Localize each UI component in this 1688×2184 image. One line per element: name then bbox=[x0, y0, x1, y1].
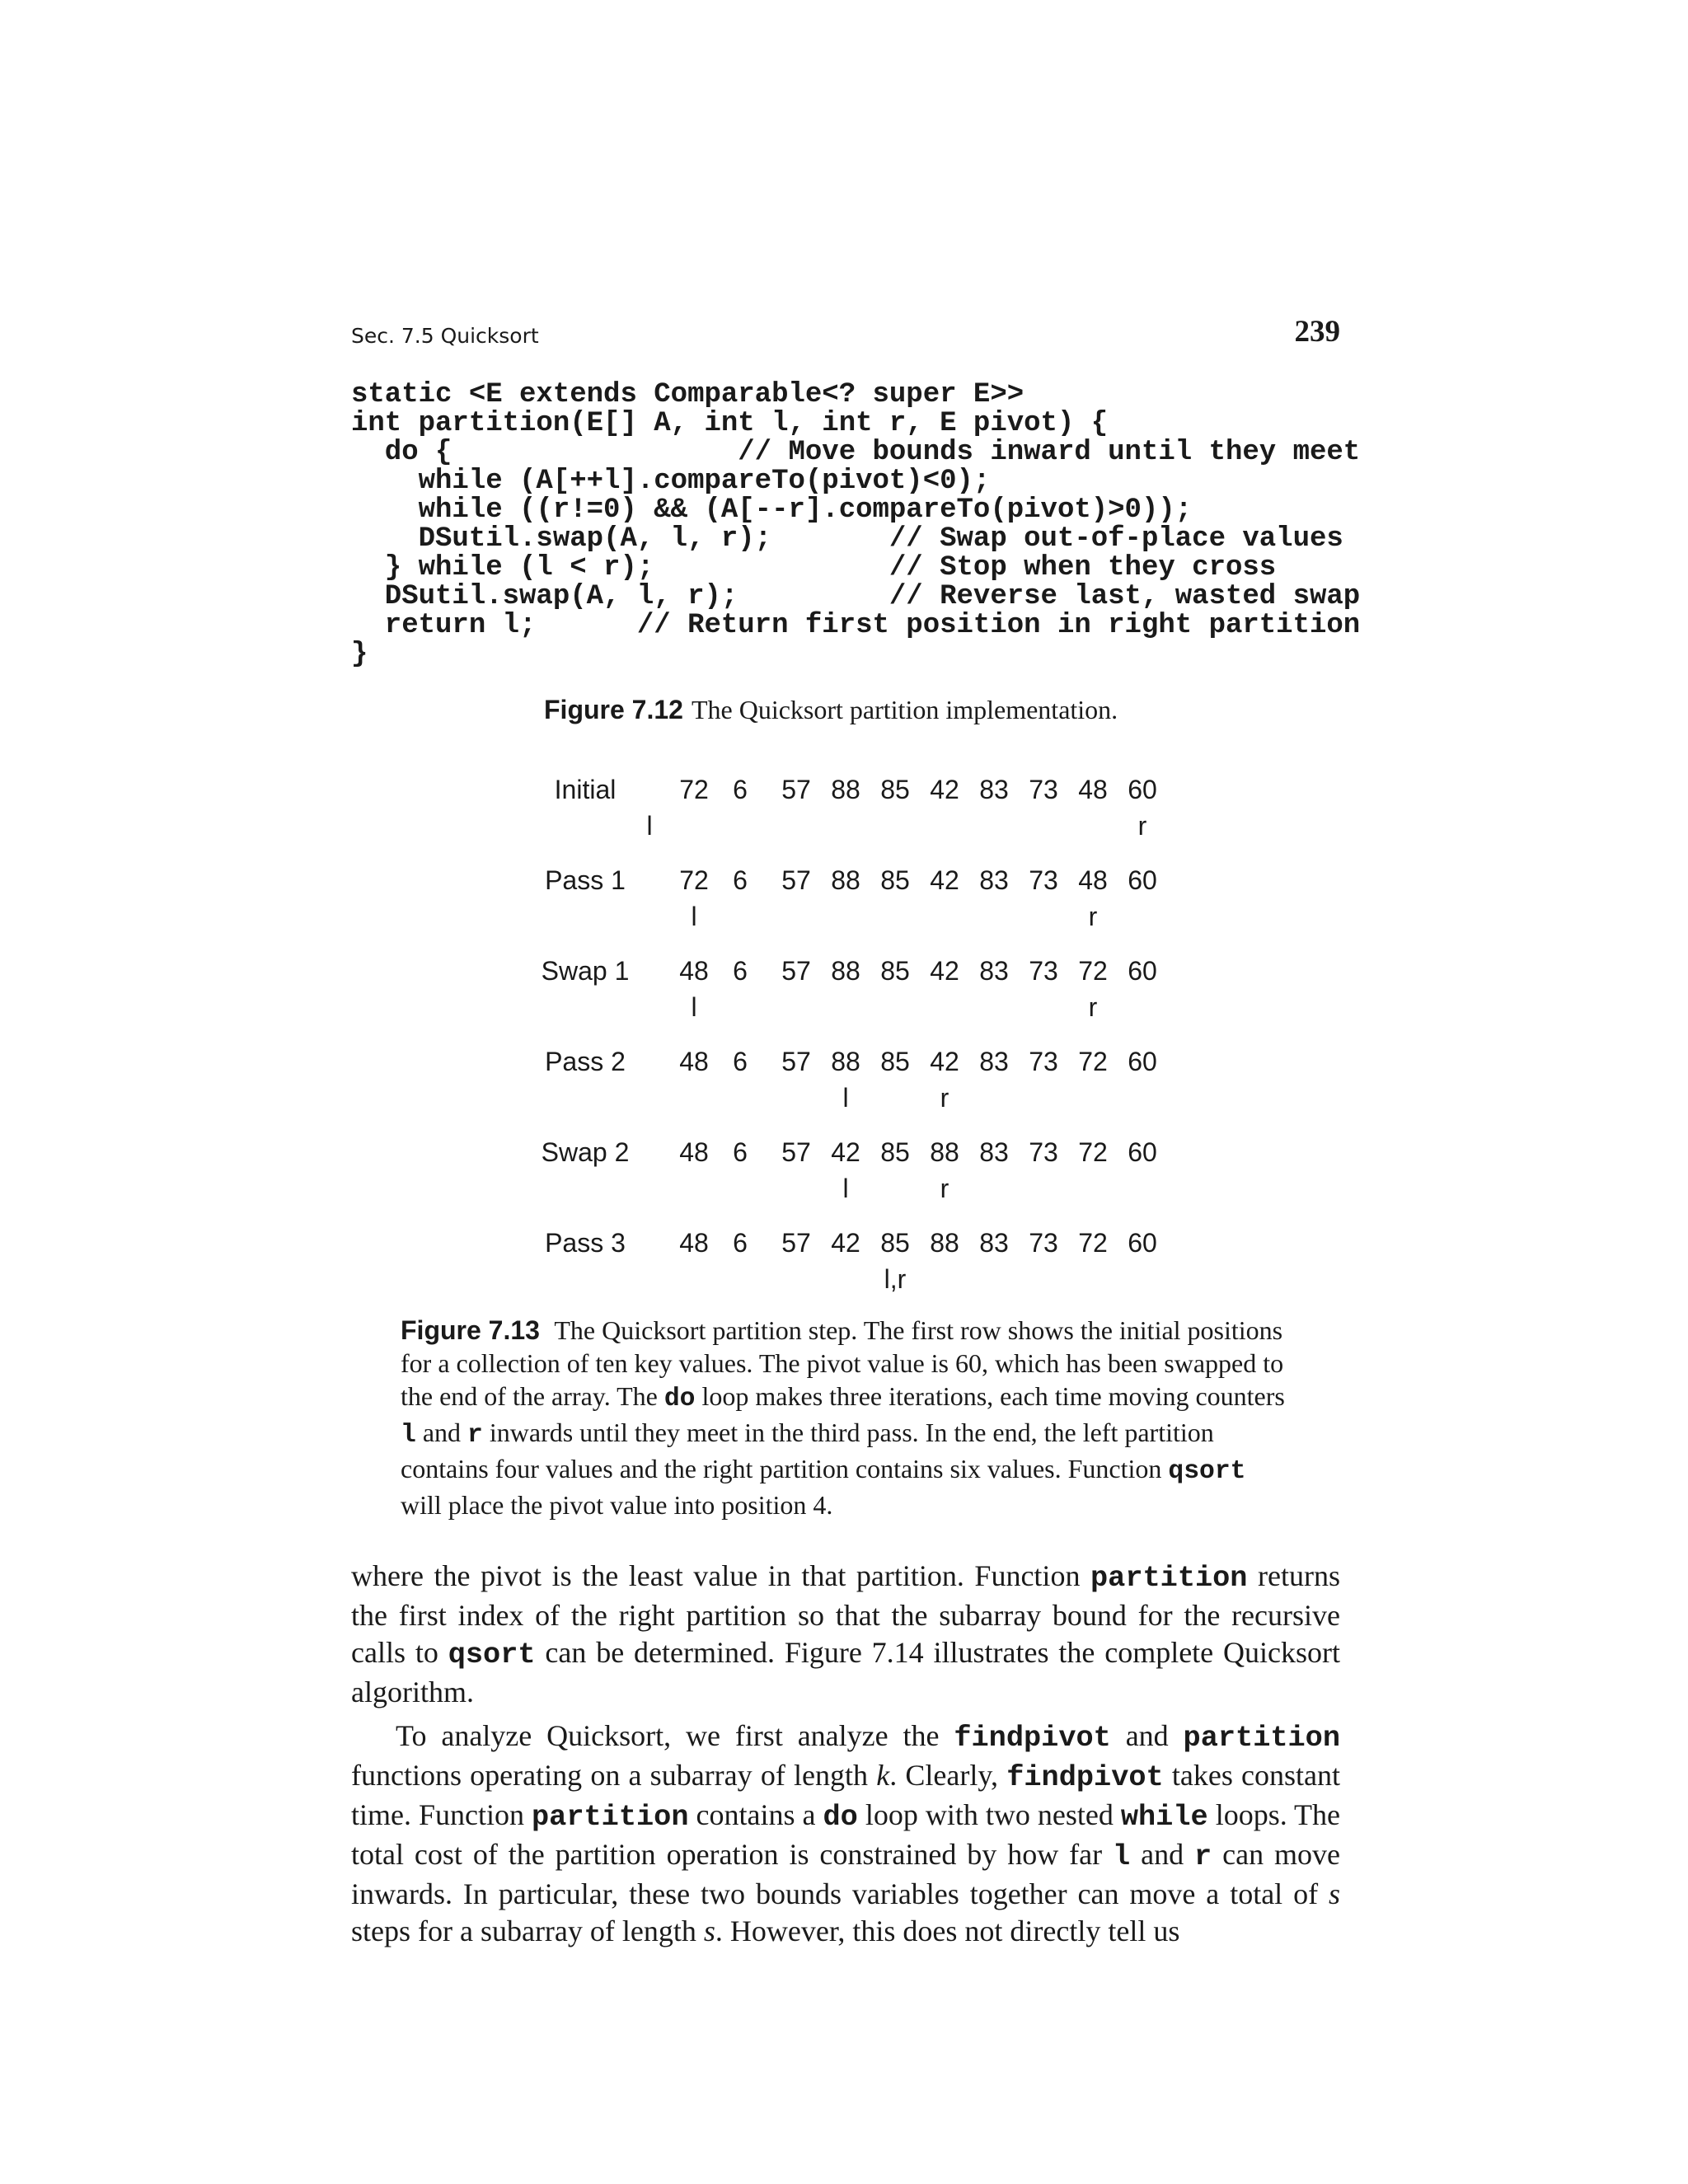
caption-text: inwards until they meet in the third pass. In the end, the left partition contains four values and the right partition contains six values. Function bbox=[401, 1418, 1214, 1483]
text: . However, this does not directly tell us bbox=[715, 1915, 1180, 1947]
code-keyword: l bbox=[1113, 1840, 1131, 1873]
left-bound-marker: l bbox=[842, 1174, 849, 1203]
caption-text: The Quicksort partition implementation. bbox=[691, 695, 1118, 724]
array-value: 85 bbox=[880, 1137, 910, 1167]
text: takes constant time. Function bbox=[351, 1759, 1341, 1831]
code-line: } while (l < r); // Stop when they cross bbox=[351, 552, 1277, 583]
array-value: 6 bbox=[733, 956, 748, 986]
array-value: 6 bbox=[733, 775, 748, 804]
text: functions operating on a subarray of length bbox=[351, 1759, 868, 1792]
array-value: 88 bbox=[831, 775, 860, 804]
array-value: 83 bbox=[979, 865, 1009, 895]
array-value: 57 bbox=[781, 1137, 811, 1167]
array-value: 60 bbox=[1128, 1228, 1157, 1258]
array-value: 88 bbox=[930, 1137, 959, 1167]
array-value: 85 bbox=[880, 1047, 910, 1076]
array-value: 73 bbox=[1029, 865, 1058, 895]
array-value: 72 bbox=[1078, 1047, 1108, 1076]
text: steps for a subarray of length bbox=[351, 1915, 696, 1947]
array-value: 57 bbox=[781, 956, 811, 986]
array-value: 6 bbox=[733, 1137, 748, 1167]
array-value: 57 bbox=[781, 1047, 811, 1076]
array-value: 83 bbox=[979, 1228, 1009, 1258]
row-label: Swap 1 bbox=[541, 956, 630, 986]
array-value: 48 bbox=[1078, 865, 1108, 895]
array-value: 83 bbox=[979, 775, 1009, 804]
code-keyword: l bbox=[401, 1421, 416, 1450]
text: can be determined. Figure 7.14 illustrates the complete Quicksort algorithm. bbox=[351, 1636, 1340, 1708]
row-label: Pass 1 bbox=[545, 865, 626, 895]
code-keyword: qsort bbox=[1168, 1457, 1246, 1486]
text: returns the first index of the right partition so that the subarray bound for the recursive calls to bbox=[351, 1559, 1340, 1669]
array-value: 60 bbox=[1128, 956, 1157, 986]
right-bound-marker: r bbox=[940, 1174, 950, 1203]
code-keyword: findpivot bbox=[954, 1722, 1111, 1755]
array-value: 48 bbox=[679, 1047, 709, 1076]
array-value: 60 bbox=[1128, 775, 1157, 804]
array-value: 57 bbox=[781, 775, 811, 804]
array-value: 48 bbox=[679, 956, 709, 986]
row-label: Initial bbox=[554, 775, 617, 804]
code-keyword: partition bbox=[1183, 1722, 1341, 1755]
array-value: 42 bbox=[930, 956, 959, 986]
code-line: DSutil.swap(A, l, r); // Reverse last, wasted swap bbox=[351, 581, 1361, 612]
code-keyword: do bbox=[823, 1801, 858, 1834]
array-value: 73 bbox=[1029, 1047, 1058, 1076]
array-value: 72 bbox=[1078, 1137, 1108, 1167]
math-var: s bbox=[1328, 1877, 1340, 1910]
code-line: DSutil.swap(A, l, r); // Swap out-of-place values bbox=[351, 523, 1343, 555]
array-value: 85 bbox=[880, 865, 910, 895]
array-value: 88 bbox=[831, 956, 860, 986]
left-bound-marker: l bbox=[691, 992, 697, 1022]
code-keyword: findpivot bbox=[1006, 1761, 1164, 1794]
paragraph bbox=[351, 1718, 1340, 1950]
array-value: 88 bbox=[831, 865, 860, 895]
figure-label: Figure 7.12 bbox=[544, 695, 683, 724]
math-var: k bbox=[876, 1759, 890, 1792]
section-title: Sec. 7.5 Quicksort bbox=[351, 324, 539, 348]
array-value: 60 bbox=[1128, 865, 1157, 895]
code-line: while ((r!=0) && (A[--r].compareTo(pivot)>0)); bbox=[351, 494, 1193, 526]
code-line: return l; // Return first position in right partition bbox=[351, 610, 1361, 641]
array-value: 6 bbox=[733, 1047, 748, 1076]
code-keyword: qsort bbox=[448, 1638, 536, 1671]
row-label: Pass 2 bbox=[545, 1047, 626, 1076]
code-line: } bbox=[351, 639, 368, 670]
code-line: do { // Move bounds inward until they meet bbox=[351, 437, 1361, 468]
text: and bbox=[1141, 1838, 1184, 1871]
code-keyword: r bbox=[467, 1421, 483, 1450]
right-bound-marker: r bbox=[1088, 992, 1098, 1022]
code-keyword: do bbox=[663, 1385, 696, 1413]
array-value: 6 bbox=[733, 1228, 748, 1258]
array-value: 6 bbox=[733, 865, 748, 895]
array-value: 73 bbox=[1029, 1228, 1058, 1258]
code-keyword: r bbox=[1194, 1840, 1212, 1873]
caption-text: will place the pivot value into position 4. bbox=[401, 1490, 833, 1520]
array-value: 57 bbox=[781, 865, 811, 895]
text: where the pivot is the least value in that partition. Function bbox=[351, 1559, 1081, 1592]
array-value: 60 bbox=[1128, 1047, 1157, 1076]
left-bound-marker: l bbox=[842, 1083, 849, 1113]
array-value: 88 bbox=[930, 1228, 959, 1258]
bounds-meet-marker: l,r bbox=[884, 1264, 907, 1294]
text: contains a bbox=[696, 1798, 816, 1831]
array-value: 83 bbox=[979, 1047, 1009, 1076]
row-label: Pass 3 bbox=[545, 1228, 626, 1258]
array-value: 88 bbox=[831, 1047, 860, 1076]
array-value: 73 bbox=[1029, 956, 1058, 986]
array-value: 42 bbox=[831, 1228, 860, 1258]
code-line: while (A[++l].compareTo(pivot)<0); bbox=[351, 466, 991, 497]
array-value: 57 bbox=[781, 1228, 811, 1258]
code-keyword: partition bbox=[1090, 1562, 1248, 1595]
array-value: 85 bbox=[880, 956, 910, 986]
array-value: 42 bbox=[831, 1137, 860, 1167]
row-label: Swap 2 bbox=[541, 1137, 630, 1167]
array-value: 73 bbox=[1029, 775, 1058, 804]
left-bound-marker: l bbox=[691, 902, 697, 931]
array-value: 83 bbox=[979, 956, 1009, 986]
paragraph bbox=[351, 1558, 1340, 1711]
caption-text: The Quicksort partition step. The first row shows the initial positions for a collection of ten key values. The pivot value is 60, which has been swapped to the end of the array. The bbox=[401, 1315, 1284, 1411]
caption-text: and bbox=[422, 1418, 462, 1447]
page-number: 239 bbox=[1294, 315, 1340, 349]
right-bound-marker: r bbox=[940, 1083, 950, 1113]
text: loop with two nested bbox=[865, 1798, 1114, 1831]
text: . Clearly, bbox=[889, 1759, 999, 1792]
array-value: 48 bbox=[1078, 775, 1108, 804]
figure-label: Figure 7.13 bbox=[401, 1315, 540, 1345]
text: loops. The total cost of the partition operation is constrained by how far bbox=[351, 1798, 1341, 1871]
figure-7-13-caption bbox=[401, 1314, 1291, 1521]
array-value: 72 bbox=[1078, 956, 1108, 986]
array-value: 42 bbox=[930, 775, 959, 804]
math-var: s bbox=[703, 1915, 715, 1947]
array-value: 42 bbox=[930, 1047, 959, 1076]
left-bound-marker: l bbox=[646, 811, 653, 841]
code-keyword: while bbox=[1120, 1801, 1208, 1834]
right-bound-marker: r bbox=[1088, 902, 1098, 931]
text: and bbox=[1125, 1719, 1169, 1752]
array-value: 72 bbox=[679, 775, 709, 804]
code-keyword: partition bbox=[532, 1801, 689, 1834]
array-value: 83 bbox=[979, 1137, 1009, 1167]
code-line: static <E extends Comparable<? super E>> bbox=[351, 379, 1025, 410]
array-value: 60 bbox=[1128, 1137, 1157, 1167]
text: To analyze Quicksort, we first analyze the bbox=[396, 1719, 940, 1752]
array-value: 42 bbox=[930, 865, 959, 895]
code-line: int partition(E[] A, int l, int r, E pivot) { bbox=[351, 408, 1109, 439]
array-value: 85 bbox=[880, 1228, 910, 1258]
array-value: 48 bbox=[679, 1137, 709, 1167]
text: can move inwards. In particular, these two bounds variables together can move a total of bbox=[351, 1838, 1341, 1910]
body-text bbox=[351, 1558, 1340, 1957]
right-bound-marker: r bbox=[1137, 811, 1147, 841]
array-value: 72 bbox=[679, 865, 709, 895]
array-value: 72 bbox=[1078, 1228, 1108, 1258]
array-value: 85 bbox=[880, 775, 910, 804]
array-value: 48 bbox=[679, 1228, 709, 1258]
caption-text: loop makes three iterations, each time moving counters bbox=[701, 1381, 1285, 1411]
array-value: 73 bbox=[1029, 1137, 1058, 1167]
